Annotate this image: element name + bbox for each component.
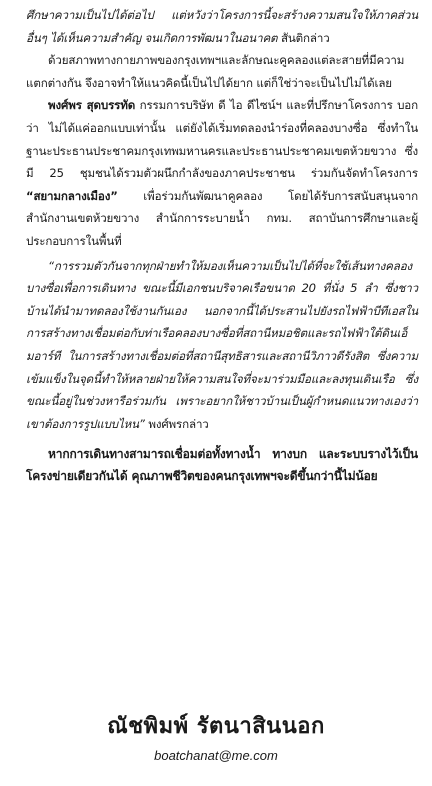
speaker-quote-attribution: พงศ์พรกล่าว — [144, 416, 209, 431]
closing-paragraph: หากการเดินทางสามารถเชื่อมต่อทั้งทางน้ำ ทางบก และระบบรางไว้เป็นโครงข่ายเดียวกันได้ คุณภาพชีวิตของคนกรุงเทพฯจะดีขึ้นกว่านี้ไม่น้อย — [26, 447, 418, 484]
paragraph-speaker-intro — [26, 94, 418, 252]
project-name: “สยามกลางเมือง” — [26, 188, 118, 203]
opening-quote-text: ศึกษาความเป็นไปได้ต่อไป แต่หวังว่าโครงการนี้จะสร้างความสนใจให้ภาคส่วนอื่นๆ ได้เห็นความสำคัญ จนเกิดการพัฒนาในอนาคต — [26, 8, 418, 45]
opening-quote — [26, 0, 418, 49]
article-body — [26, 0, 418, 487]
paragraph-context: ด้วยสภาพทางกายภาพของกรุงเทพฯและลักษณะคูคลองแต่ละสายที่มีความแตกต่างกัน จึงอาจทำให้แนวคิดนี้เป็นไปได้ยาก แต่ก็ใช่ว่าจะเป็นไปไม่ได้เลย — [26, 53, 405, 90]
author-byline: ณัชพิมพ์ รัตนาสินนอก — [107, 714, 325, 739]
speaker-intro-text: กรรมการบริษัท ดี ไอ ดีไซน์ฯ และที่ปรึกษาโครงการ บอกว่า ไม่ได้แค่ออกแบบเท่านั้น แต่ยังได้เริ่มทดลองนำร่องที่คลองบางซื่อ ซึ่งทำในฐานะประธานประชาคมกรุงเทพมหานครและประธานประชาคมเขตห้วยขวาง ซึ่งมี 25 ชุมชนได้รวมตัวผนึกกำลังของภาคประชาชน ร่วมกันจัดทำโครงการ — [26, 98, 418, 181]
speaker-name: พงศ์พร สุดบรรทัด — [48, 98, 136, 113]
speaker-quote-text: “การรวมตัวกันจากทุกฝ่ายทำให้มองเห็นความเป็นไปได้ที่จะใช้เส้นทางคลองบางซื่อเพื่อการเดินทาง ขณะนี้มีเอกชนบริจาคเรือขนาด 20 ที่นั่ง 5 ลำ ซึ่งชาวบ้านได้นำมาทดลองใช้งานกันเอง นอกจากนี้ได้ประสานไปยังรถไฟฟ้าบีทีเอสในการสร้างทางเชื่อมต่อกับท่าเรือคลองบางซื่อที่สถานีหมอชิตและรถไฟฟ้าใต้ดินเอ็มอาร์ที ในการสร้างทางเชื่อมต่อที่สถานีสุทธิสารและสถานีวิภาวดีรังสิต ซึ่งความเข้มแข็งในจุดนี้ทำให้หลายฝ่ายให้ความสนใจที่จะมาร่วมมือและลงทุนเดินเรือ ซึ่งขณะนี้อยู่ในช่วงหารือร่วมกัน เพราะอยากให้ชาวบ้านเป็นผู้กำหนดแนวทางเองว่าเขาต้องการรูปแบบไหน” — [26, 258, 418, 431]
opening-quote-attribution: สันติกล่าว — [277, 30, 330, 45]
author-email[interactable]: boatchanat@me.com — [154, 748, 278, 763]
speaker-quote — [26, 255, 418, 436]
speaker-intro-end: เพื่อร่วมกันพัฒนาคูคลอง โดยได้รับการสนับสนุนจากสำนักงานเขตห้วยขวาง สำนักการระบายน้ำ กทม. สถาบันการศึกษาและผู้ประกอบการในพื้นที่ — [26, 188, 418, 248]
